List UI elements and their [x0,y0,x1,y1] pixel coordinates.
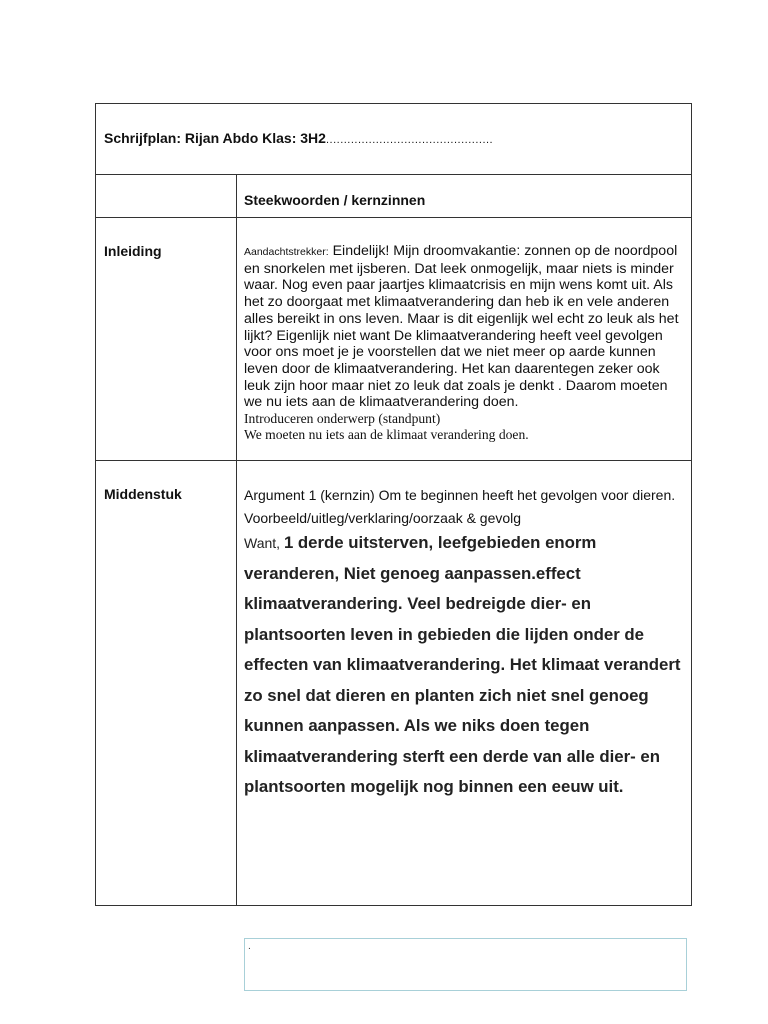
argument-text: Argument 1 (kernzin) Om te beginnen heeft het gevolgen voor dieren. [244,487,676,503]
column-divider [236,175,237,906]
heading-row [96,175,691,218]
example-label: Voorbeeld/uitleg/verklaring/oorzaak & gevolg [244,510,522,526]
inleiding-label: Inleiding [104,243,162,259]
inleiding-content [244,243,683,442]
title-text: Schrijfplan: Rijan Abdo Klas: 3H2 [104,130,326,146]
middenstuk-content [244,483,683,803]
argument-body-text: 1 derde uitsterven, leefgebieden enorm veranderen, Niet genoeg aanpassen.effect klimaatverandering. Veel bedreigde dier- en plantsoorten leven in gebieden die lijden onder de effecten van klimaatverandering. Het klimaat verandert zo snel dat dieren en planten zich niet snel genoeg kunnen aanpassen. Als we niks doen tegen klimaatverandering sterft een derde van alle dier- en plantsoorten mogelijk nog binnen een eeuw uit. [244,533,681,796]
writing-plan-table [95,103,692,952]
attention-grabber-label: Aandachtstrekker: [244,246,329,258]
middenstuk-row [96,461,691,952]
attention-grabber-text: Eindelijk! Mijn droomvakantie: zonnen op de noordpool en snorkelen met ijsberen. Dat leek onmogelijk, maar niets is minder waar. Nog even paar jaartjes klimaatcrisis en mijn wens komt uit. Als het zo doorgaat met klimaatverandering dan heb ik en vele anderen alles bereikt in ons leven. Maar is dit eigenlijk wel echt zo leuk als het lijkt? Eigenlijk niet want De klimaatverandering heeft veel gevolgen voor ons moet je je voorstellen dat we niet meer op aarde kunnen leven door de klimaatverandering. Het kan daarentegen zeker ook leuk zijn hoor maar niet zo leuk dat zoals je denkt . Daarom moeten we nu iets aan de klimaatverandering doen. [244,243,679,411]
answer-textbox-value: . [248,941,251,952]
page-title [104,130,493,146]
topic-text: We moeten nu iets aan de klimaat verandering doen. [244,426,529,442]
column-heading: Steekwoorden / kernzinnen [244,192,426,208]
middenstuk-label: Middenstuk [104,486,182,502]
title-dots: ............................................... [325,134,494,146]
argument-body [244,528,683,803]
topic-label: Introduceren onderwerp (standpunt) [244,411,441,427]
title-row [96,104,691,175]
want-text: Want, [244,535,284,551]
inleiding-row [96,218,691,461]
answer-textbox[interactable] [244,938,687,991]
